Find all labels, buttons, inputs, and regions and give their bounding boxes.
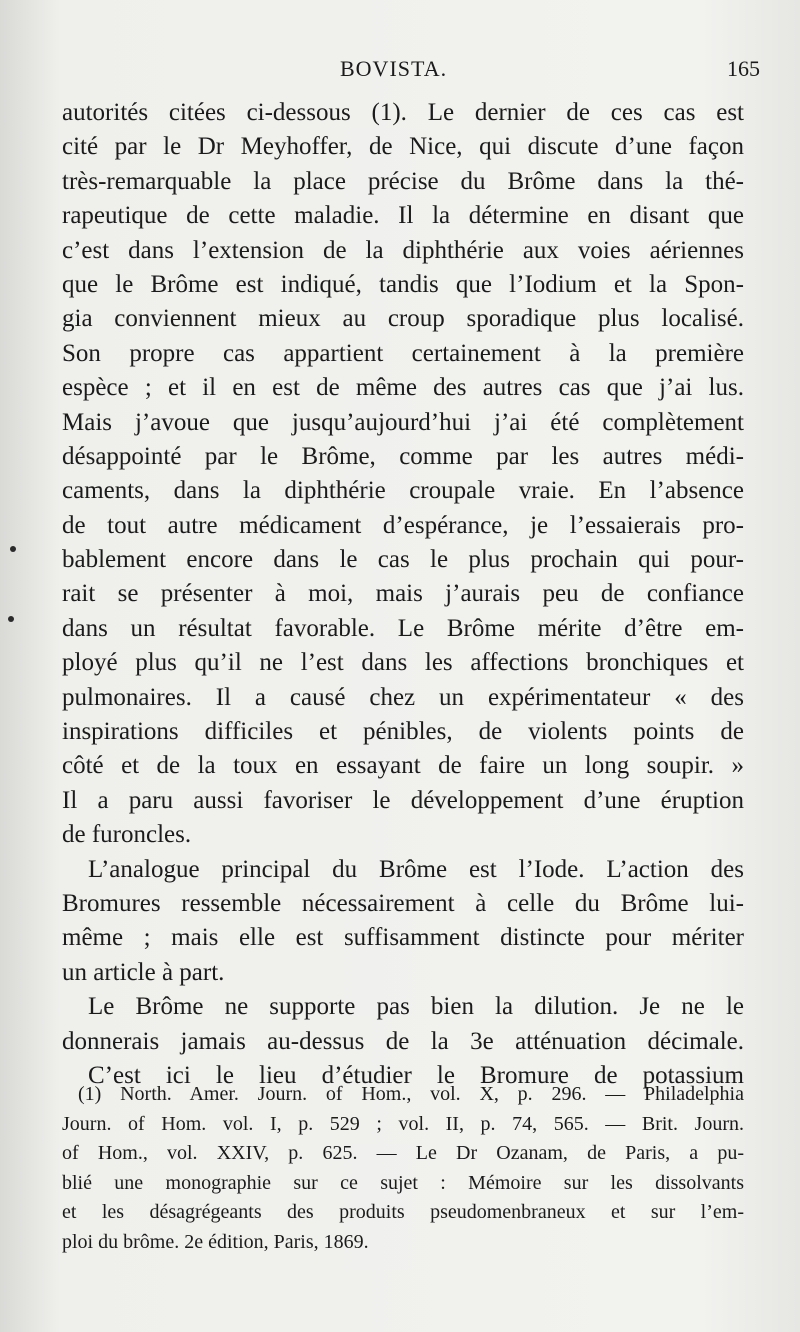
body-line: dans un résultat favorable. Le Brôme mérite d’être em- bbox=[62, 614, 744, 642]
margin-ink-dot bbox=[10, 546, 16, 552]
page-header bbox=[0, 52, 800, 92]
footnote-line: Journ. of Hom. vol. I, p. 529 ; vol. II, p. 74, 565. — Brit. Journ. bbox=[62, 1112, 744, 1135]
running-title: BOVISTA. bbox=[340, 56, 448, 81]
footnote-line: blié une monographie sur ce sujet : Mémoire sur les dissolvants bbox=[62, 1171, 744, 1194]
body-line: cité par le Dr Meyhoffer, de Nice, qui discute d’une façon bbox=[62, 133, 744, 161]
body-line: espèce ; et il en est de même des autres cas que j’ai lus. bbox=[62, 374, 744, 402]
body-line: côté et de la toux en essayant de faire un long soupir. » bbox=[62, 752, 744, 780]
body-line: Mais j’avoue que jusqu’aujourd’hui j’ai été complètement bbox=[62, 408, 744, 436]
page-number: 165 bbox=[727, 56, 760, 81]
body-line: inspirations difficiles et pénibles, de violents points de bbox=[62, 718, 744, 746]
body-line: de tout autre médicament d’espérance, je l’essaierais pro- bbox=[62, 511, 744, 539]
footnote-line: (1) North. Amer. Journ. of Hom., vol. X, p. 296. — Philadelphia bbox=[78, 1083, 744, 1105]
body-line: pulmonaires. Il a causé chez un expérimentateur « des bbox=[62, 683, 744, 711]
margin-ink-dot bbox=[8, 616, 14, 622]
body-line: C’est ici le lieu d’étudier le Bromure de potassium bbox=[88, 1061, 744, 1089]
body-line: bablement encore dans le cas le plus prochain qui pour- bbox=[62, 546, 744, 574]
body-line: que le Brôme est indiqué, tandis que l’Iodium et la Spon- bbox=[62, 270, 744, 298]
body-line: autorités citées ci-dessous (1). Le dernier de ces cas est bbox=[62, 99, 744, 126]
body-line: de furoncles. bbox=[62, 821, 192, 849]
body-line: Bromures ressemble nécessairement à celle du Brôme lui- bbox=[62, 889, 744, 917]
body-line: rapeutique de cette maladie. Il la détermine en disant que bbox=[62, 202, 744, 230]
body-line: rait se présenter à moi, mais j’aurais peu de confiance bbox=[62, 580, 744, 608]
footnote-line: ploi du brôme. 2e édition, Paris, 1869. bbox=[62, 1230, 369, 1253]
body-line: Le Brôme ne supporte pas bien la dilution. Je ne le bbox=[88, 993, 744, 1021]
body-line: donnerais jamais au-dessus de la 3e atténuation décimale. bbox=[62, 1027, 744, 1055]
body-line: c’est dans l’extension de la diphthérie aux voies aériennes bbox=[62, 236, 744, 264]
body-line: caments, dans la diphthérie croupale vraie. En l’absence bbox=[62, 477, 744, 505]
footnote-line: et les désagrégeants des produits pseudomenbraneux et sur l’em- bbox=[62, 1201, 744, 1224]
body-line: très-remarquable la place précise du Brôme dans la thé- bbox=[62, 167, 744, 195]
body-line: Il a paru aussi favoriser le développement d’une éruption bbox=[62, 786, 744, 814]
body-line: même ; mais elle est suffisamment distincte pour mériter bbox=[62, 924, 744, 952]
footnote bbox=[62, 1080, 744, 1258]
body-line: Son propre cas appartient certainement à la première bbox=[62, 339, 744, 367]
body-line: désappointé par le Brôme, comme par les autres médi- bbox=[62, 442, 744, 470]
body-line: L’analogue principal du Brôme est l’Iode. L’action des bbox=[88, 855, 744, 883]
body-text bbox=[62, 96, 744, 1093]
body-line: gia conviennent mieux au croup sporadique plus localisé. bbox=[62, 305, 744, 333]
body-line: un article à part. bbox=[62, 958, 225, 986]
footnote-line: of Hom., vol. XXIV, p. 625. — Le Dr Ozanam, de Paris, a pu- bbox=[62, 1142, 744, 1165]
body-line: ployé plus qu’il ne l’est dans les affections bronchiques et bbox=[62, 649, 744, 677]
